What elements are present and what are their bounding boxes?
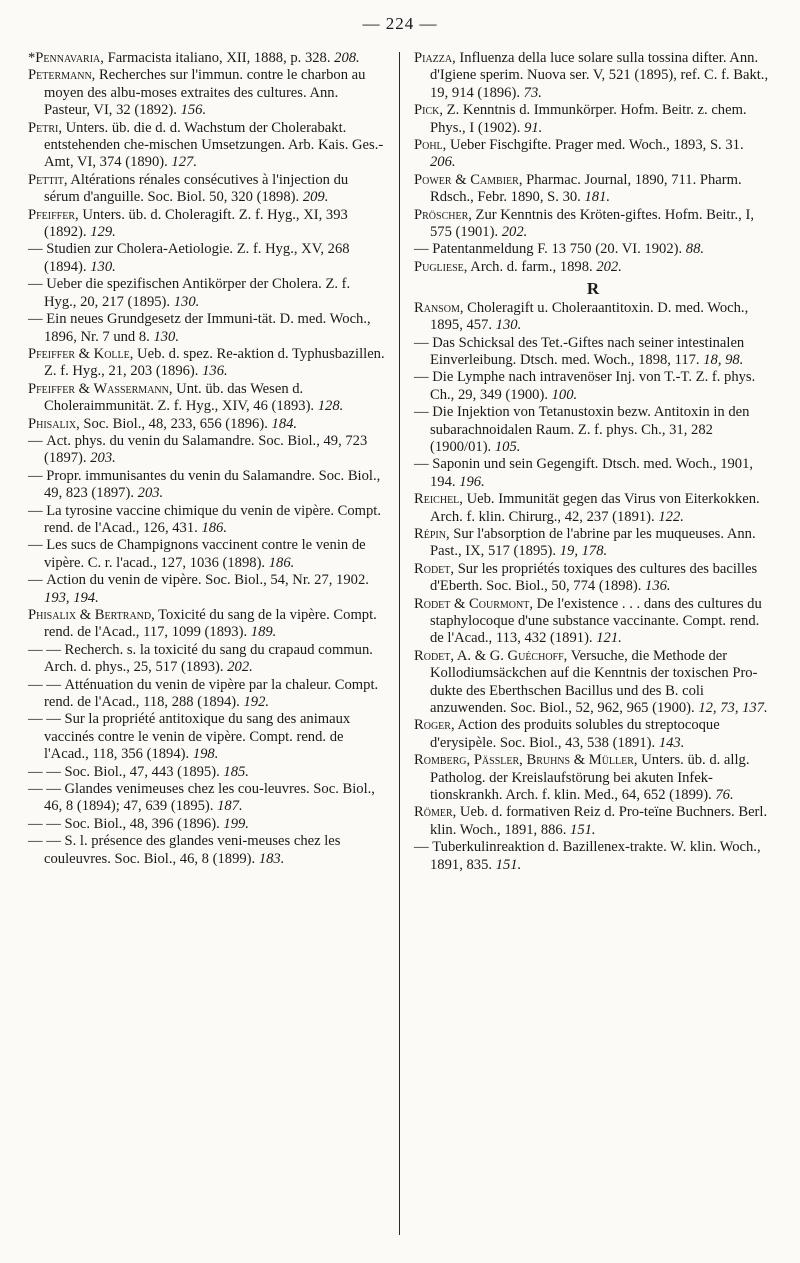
entry-text: Das Schicksal des Tet.-Giftes nach seiner intestinalen Einverleibung. Dtsch. med. Woch., 1898, 117.	[430, 334, 745, 368]
entry-author: Rodet, A. & G. Guéchoff,	[414, 647, 568, 664]
bibliography-entry	[28, 537, 386, 572]
bibliography-entry	[414, 596, 772, 648]
entry-text: Soc. Biol., 47, 443 (1895).	[64, 763, 224, 780]
bibliography-entry	[414, 102, 772, 137]
entry-text: Toxicité du sang de la vipère. Compt. rend. de l'Acad., 117, 1099 (1893).	[44, 607, 377, 641]
bibliography-entry	[28, 764, 386, 781]
bibliography-entry	[28, 120, 386, 172]
entry-author: Petermann,	[28, 67, 96, 84]
entry-text: Atténuation du venin de vipère par la chaleur. Compt. rend. de l'Acad., 118, 288 (1894).	[44, 676, 379, 711]
bibliography-entry	[28, 711, 386, 763]
bibliography-entry	[28, 607, 386, 642]
entry-page-ref: 129.	[90, 224, 116, 241]
entry-author: —	[28, 502, 47, 519]
entry-text: Les sucs de Champignons vaccinent contre le venin de vipère. C. r. l'acad., 127, 1036 (1898).	[44, 537, 366, 571]
entry-page-ref: 127.	[171, 154, 197, 171]
entry-author: Romberg, Pässler, Bruhns & Müller,	[414, 752, 638, 769]
entry-text: Choleragift u. Choleraantitoxin. D. med. Woch., 1895, 457.	[430, 299, 749, 334]
entry-author: — —	[28, 815, 65, 832]
entry-author: Piazza,	[414, 50, 456, 66]
entry-page-ref: 203.	[90, 450, 116, 467]
entry-text: Glandes venimeuses chez les cou-leuvres. Soc. Biol., 46, 8 (1894); 47, 639 (1895).	[44, 781, 375, 815]
bibliography-entry	[414, 526, 772, 561]
entry-page-ref: 136.	[645, 578, 671, 595]
entry-author: — —	[28, 711, 65, 728]
entry-author: —	[28, 572, 47, 589]
entry-author: Répin,	[414, 525, 450, 542]
entry-text: Pharmac. Journal, 1890, 711. Pharm. Rdsch., Febr. 1890, S. 30.	[430, 171, 742, 206]
entry-author: Petri,	[28, 119, 62, 136]
entry-author: —	[28, 276, 47, 293]
entry-author: Pfeiffer,	[28, 206, 79, 223]
bibliography-entry	[414, 404, 772, 456]
entry-text: S. l. présence des glandes veni-meuses chez les couleuvres. Soc. Biol., 46, 8 (1899).	[44, 833, 341, 867]
entry-page-ref: 130.	[153, 328, 179, 345]
entry-page-ref: 206.	[430, 154, 456, 171]
entry-page-ref: 193, 194.	[44, 589, 99, 606]
bibliography-entry	[28, 67, 386, 119]
entry-text: Recherches sur l'immun. contre le charbon au moyen des albu-moses extraites des cultures. Ann. Pasteur, VI, 32 (1892).	[44, 67, 366, 119]
entry-text: Versuche, die Methode der Kollodiumsäckchen auf die Kenntnis der toxischen Pro-dukte des Eberthschen Bacillus und des B. coli anzuwenden. Soc. Biol., 52, 962, 965 (1900).	[430, 647, 758, 717]
entry-text: Act. phys. du venin du Salamandre. Soc. Biol., 49, 723 (1897).	[44, 432, 368, 467]
entry-text: Ueb. d. formativen Reiz d. Pro-teïne Buchners. Berl. klin. Woch., 1891, 886.	[430, 804, 768, 838]
entry-page-ref: 105.	[494, 438, 521, 455]
entry-text: Tuberkulinreaktion d. Bazillenex-trakte. W. klin. Woch., 1891, 835.	[430, 839, 761, 873]
entry-page-ref: 18, 98.	[703, 351, 744, 368]
entry-page-ref: 73.	[523, 84, 542, 101]
entry-page-ref: 181.	[584, 189, 611, 206]
entry-author: Pfeiffer & Wassermann,	[28, 380, 173, 397]
entry-text: Soc. Biol., 48, 233, 656 (1896).	[79, 415, 272, 432]
entry-author: Reichel,	[414, 491, 463, 508]
entry-page-ref: 76.	[715, 787, 734, 804]
entry-text: Farmacista italiano, XII, 1888, p. 328.	[103, 50, 335, 66]
bibliography-entry	[414, 241, 772, 258]
entry-author: Phisalix,	[28, 415, 80, 432]
entry-author: Rodet,	[414, 560, 455, 577]
entry-page-ref: 202.	[227, 659, 253, 676]
entry-page-ref: 203.	[137, 485, 164, 502]
entry-author: Römer,	[414, 804, 457, 821]
entry-page-ref: 130.	[173, 293, 200, 310]
entry-author: —	[414, 839, 433, 856]
entry-page-ref: 100.	[551, 386, 578, 403]
bibliography-entry	[28, 346, 386, 381]
bibliography-entry	[414, 50, 772, 102]
entry-page-ref: 186.	[201, 519, 227, 536]
bibliography-entry	[414, 300, 772, 335]
entry-text: Unt. üb. das Wesen d. Choleraimmunität. Z. f. Hyg., XIV, 46 (1893).	[44, 380, 318, 415]
entry-text: Die Injektion von Tetanustoxin bezw. Antitoxin in den subarachnoidalen Raum. Z. f. phys. Ch., 31, 282 (1900/01).	[430, 404, 750, 455]
entry-page-ref: 130.	[495, 317, 522, 334]
bibliography-entry	[414, 456, 772, 491]
entry-text: La tyrosine vaccine chimique du venin de vipère. Compt. rend. de l'Acad., 126, 431.	[44, 502, 381, 536]
bibliography-entry	[28, 503, 386, 538]
entry-text: Action du venin de vipère. Soc. Biol., 54, Nr. 27, 1902.	[46, 572, 369, 589]
entry-page-ref: 187.	[217, 798, 243, 815]
entry-page-ref: 19, 178.	[559, 543, 608, 560]
bibliography-entry	[28, 642, 386, 677]
entry-text: Sur l'absorption de l'abrine par les muqueuses. Ann. Past., IX, 517 (1895).	[430, 525, 756, 560]
entry-page-ref: 192.	[243, 694, 270, 711]
bibliography-entry	[28, 311, 386, 346]
entry-page-ref: 88.	[685, 241, 705, 258]
entry-text: Studien zur Cholera-Aetiologie. Z. f. Hyg., XV, 268 (1894).	[44, 241, 350, 275]
bibliography-entry	[28, 572, 386, 607]
entry-page-ref: 183.	[258, 850, 285, 867]
bibliography-entry	[28, 241, 386, 276]
entry-text: Influenza della luce solare sulla tossina difter. Ann. d'Igiene sperim. Nuova ser. V, 521 (1895), ref. C. f. Bakt., 19, 914 (1896).	[430, 50, 769, 101]
entry-author: —	[28, 537, 47, 554]
entry-author: — —	[28, 833, 65, 850]
bibliography-entry	[414, 137, 772, 172]
bibliography-entry	[28, 816, 386, 833]
p-entries	[414, 50, 772, 276]
entry-page-ref: 202.	[501, 224, 528, 241]
entry-author: — —	[28, 641, 65, 658]
bibliography-entry	[28, 50, 386, 67]
entry-page-ref: 143.	[658, 734, 685, 751]
entry-author: —	[28, 241, 47, 258]
entry-author: —	[414, 404, 433, 421]
entry-page-ref: 184.	[271, 415, 298, 432]
entry-page-ref: 208.	[334, 50, 360, 66]
entry-author: — —	[28, 676, 65, 693]
entry-author: Power & Cambier,	[414, 171, 523, 188]
section-letter: R	[586, 279, 600, 299]
entry-text: Unters. üb. d. Choleragift. Z. f. Hyg., XI, 393 (1892).	[44, 206, 348, 241]
bibliography-entry	[414, 369, 772, 404]
entry-page-ref: 151.	[495, 856, 522, 873]
bibliography-entry	[414, 752, 772, 804]
entry-page-ref: 91.	[524, 119, 543, 136]
bibliography-entry	[28, 833, 386, 868]
entry-text: Ueber Fischgifte. Prager med. Woch., 1893, S. 31.	[446, 137, 744, 154]
entry-text: Zur Kenntnis des Kröten-giftes. Hofm. Beitr., I, 575 (1901).	[430, 206, 754, 241]
bibliography-entry	[28, 677, 386, 712]
entry-author: Roger,	[414, 717, 455, 734]
bibliography-entry	[28, 433, 386, 468]
entry-text: Soc. Biol., 48, 396 (1896).	[64, 815, 224, 832]
bibliography-entry	[414, 491, 772, 526]
entry-text: De l'existence . . . dans des cultures du staphylocoque d'une substance vaccinante. Compt. rend. de l'Acad., 113, 432 (1891).	[430, 595, 762, 647]
entry-page-ref: 128.	[317, 398, 344, 415]
entry-text: Z. Kenntnis d. Immunkörper. Hofm. Beitr. z. chem. Phys., I (1902).	[430, 102, 747, 136]
entry-text: Unters. üb. die d. d. Wachstum der Cholerabakt. entstehenden che-mischen Umsetzungen. Arb. Kais. Ges.-Amt, VI, 374 (1890).	[44, 119, 384, 171]
entry-text: Arch. d. farm., 1898.	[467, 258, 597, 275]
entry-author: —	[28, 432, 47, 449]
entry-text: Die Lymphe nach intravenöser Inj. von T.-T. Z. f. phys. Ch., 29, 349 (1900).	[430, 369, 756, 403]
entry-text: Sur la propriété antitoxique du sang des animaux vaccinés contre le venin de vipère. Compt. rend. de l'Acad., 118, 356 (1894).	[44, 711, 351, 763]
entry-author: Pugliese,	[414, 258, 468, 275]
bibliography-entry	[28, 276, 386, 311]
entry-page-ref: 136.	[202, 363, 228, 380]
entry-author: Pfeiffer & Kolle,	[28, 345, 134, 362]
entry-page-ref: 151.	[570, 821, 596, 838]
entry-author: —	[414, 456, 433, 473]
bibliography-entry	[28, 468, 386, 503]
entry-text: Sur les propriétés toxiques des cultures des bacilles d'Eberth. Soc. Biol., 50, 774 (1898).	[430, 560, 758, 595]
bibliography-entry	[414, 207, 772, 242]
entry-page-ref: 202.	[596, 258, 622, 275]
entry-author: Pröscher,	[414, 206, 472, 223]
entry-author: Phisalix & Bertrand,	[28, 607, 155, 623]
entry-page-ref: 189.	[250, 624, 277, 641]
entry-author: Rodet & Courmont,	[414, 595, 533, 612]
entry-author: — —	[28, 763, 65, 780]
entry-text: Saponin und sein Gegengift. Dtsch. med. Woch., 1901, 194.	[430, 456, 754, 490]
entry-author: Pohl,	[414, 137, 447, 154]
entry-text: Propr. immunisantes du venin du Salamandre. Soc. Biol., 49, 823 (1897).	[44, 467, 381, 502]
bibliography-entry	[414, 561, 772, 596]
bibliography-entry	[28, 381, 386, 416]
entry-page-ref: 196.	[459, 473, 485, 490]
entry-text: Recherch. s. la toxicité du sang du crapaud commun. Arch. d. phys., 25, 517 (1893).	[44, 641, 373, 676]
column-divider	[399, 52, 400, 1235]
entry-page-ref: 199.	[223, 815, 249, 832]
entry-page-ref: 209.	[302, 189, 329, 206]
entry-page-ref: 121.	[596, 630, 622, 647]
entry-text: Ueber die spezifischen Antikörper der Cholera. Z. f. Hyg., 20, 217 (1895).	[44, 276, 351, 310]
right-column	[414, 50, 772, 874]
entry-author: Pettit,	[28, 171, 68, 188]
bibliography-entry	[414, 172, 772, 207]
entry-author: —	[414, 241, 433, 258]
entry-page-ref: 198.	[192, 746, 219, 763]
entry-text: Ein neues Grundgesetz der Immuni-tät. D. med. Woch., 1896, Nr. 7 und 8.	[44, 311, 371, 345]
bibliography-entry	[414, 648, 772, 718]
bibliography-entry	[414, 804, 772, 839]
entry-page-ref: 186.	[268, 554, 295, 571]
entry-page-ref: 122.	[658, 508, 684, 525]
entry-text: Altérations rénales consécutives à l'injection du sérum d'anguille. Soc. Biol. 50, 320 (1898).	[44, 171, 349, 206]
entry-author: —	[414, 369, 433, 386]
bibliography-entry	[28, 207, 386, 242]
entry-author: — —	[28, 781, 65, 798]
entry-page-ref: 130.	[90, 258, 116, 275]
entry-author: Ransom,	[414, 299, 464, 316]
entry-author: —	[28, 467, 47, 484]
entry-text: Unters. üb. d. allg. Patholog. der Kreislaufstörung bei akuten Infek-tionskrankh. Arch. f. klin. Med., 64, 652 (1899).	[430, 752, 750, 804]
entry-page-ref: 156.	[180, 102, 207, 119]
bibliography-entry	[28, 172, 386, 207]
entry-author: —	[414, 334, 433, 351]
bibliography-entry	[414, 259, 772, 276]
entry-author: —	[28, 311, 47, 328]
entry-text: Action des produits solubles du streptocoque d'erysipèle. Soc. Biol., 43, 538 (1891).	[430, 717, 720, 751]
left-column	[28, 50, 386, 868]
page-number: — 224 —	[362, 14, 438, 33]
entry-author: Pick,	[414, 102, 443, 119]
entry-text: Ueb. d. spez. Re-aktion d. Typhusbazillen. Z. f. Hyg., 21, 203 (1896).	[44, 345, 385, 380]
entry-text: Patentanmeldung F. 13 750 (20. VI. 1902).	[432, 241, 686, 258]
entry-page-ref: 185.	[223, 763, 249, 780]
bibliography-entry	[414, 839, 772, 874]
r-entries	[414, 300, 772, 874]
entry-page-ref: 12, 73, 137.	[698, 700, 768, 717]
bibliography-entry	[28, 781, 386, 816]
bibliography-entry	[28, 416, 386, 433]
bibliography-entry	[414, 717, 772, 752]
entry-text: Ueb. Immunität gegen das Virus von Eiterkokken. Arch. f. klin. Chirurg., 42, 237 (1891).	[430, 491, 760, 525]
entry-author: *Pennavaria,	[28, 50, 104, 66]
bibliography-entry	[414, 335, 772, 370]
